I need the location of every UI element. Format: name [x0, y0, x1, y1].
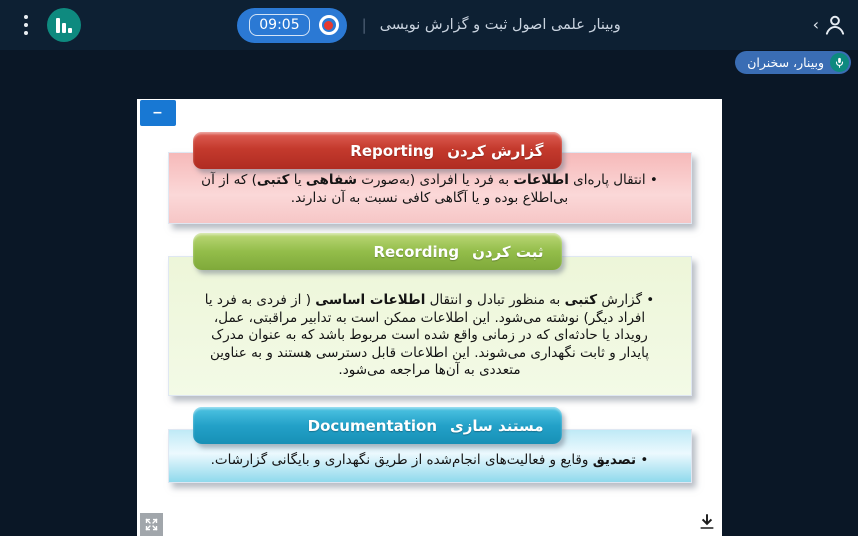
record-icon	[319, 15, 339, 35]
slide-text-line: رویداد یا حادثه‌ای که در زمانی واقع شده است مربوط باشد که به عنوان مدرک	[211, 327, 648, 343]
expand-arrows-icon	[144, 517, 159, 532]
documentation-title-bar	[193, 407, 562, 444]
header-left	[0, 0, 81, 50]
microphone-icon	[830, 53, 849, 72]
separator: |	[361, 16, 367, 34]
chevron-left-icon: ‹	[812, 15, 819, 34]
header	[0, 0, 858, 50]
fullscreen-button[interactable]	[140, 513, 163, 536]
recording-text-box	[168, 256, 692, 396]
minimize-button[interactable]: –	[140, 100, 176, 126]
reporting-title-en: Reporting	[350, 141, 435, 160]
slide-text-line: • انتقال پاره‌ای اطلاعات به فرد یا افرادی (به‌صورت شفاهی یا کتبی) که از آن	[201, 172, 658, 188]
role-badge[interactable]	[735, 51, 851, 74]
slide-text-line: افراد دیگر) نوشته می‌شود. این اطلاعات ممکن است به تدابیر مراقبتی، عمل،	[213, 309, 646, 326]
role-badge-label: وبینار، سخنران	[747, 55, 824, 70]
recording-title-fa: ثبت کردن	[472, 242, 544, 261]
person-icon	[822, 12, 848, 38]
slide-text-line: پایدار و ثابت نگهداری می‌شوند. این اطلاعات قابل دسترسی هستند و به عناوین	[209, 344, 650, 361]
recording-title-en: Recording	[373, 242, 460, 261]
reporting-title-fa: گزارش کردن	[447, 141, 544, 160]
download-icon	[698, 513, 716, 531]
slide-text-line: • گزارش کتبی به منظور تبادل و انتقال اطلاعات اساسی ( از فردی به فرد یا	[204, 292, 655, 308]
header-center	[237, 8, 620, 43]
timer-value: 09:05	[249, 14, 309, 36]
slide-text-line: متعددی به آن‌ها مراجعه می‌شود.	[338, 362, 521, 378]
slide-text-line: بی‌اطلاع بوده و یا آگاهی کافی نسبت به آن ندارند.	[290, 189, 569, 206]
documentation-title-en: Documentation	[307, 416, 438, 435]
recording-title-bar	[193, 233, 562, 270]
webinar-title: وبینار علمی اصول ثبت و گزارش نویسی	[379, 17, 621, 33]
documentation-title-fa: مستند سازی	[450, 416, 544, 435]
reporting-title-bar	[193, 132, 562, 169]
app-logo-bar-chart-icon[interactable]	[47, 8, 81, 42]
kebab-menu-icon[interactable]	[20, 11, 32, 39]
download-button[interactable]	[696, 511, 718, 533]
participants-toggle[interactable]	[813, 0, 858, 50]
recording-timer[interactable]	[237, 8, 346, 43]
slide-viewer	[137, 99, 722, 536]
slide-text-line: • تصدیق وقایع و فعالیت‌های انجام‌شده از طریق نگهداری و بایگانی گزارشات.	[210, 452, 649, 468]
